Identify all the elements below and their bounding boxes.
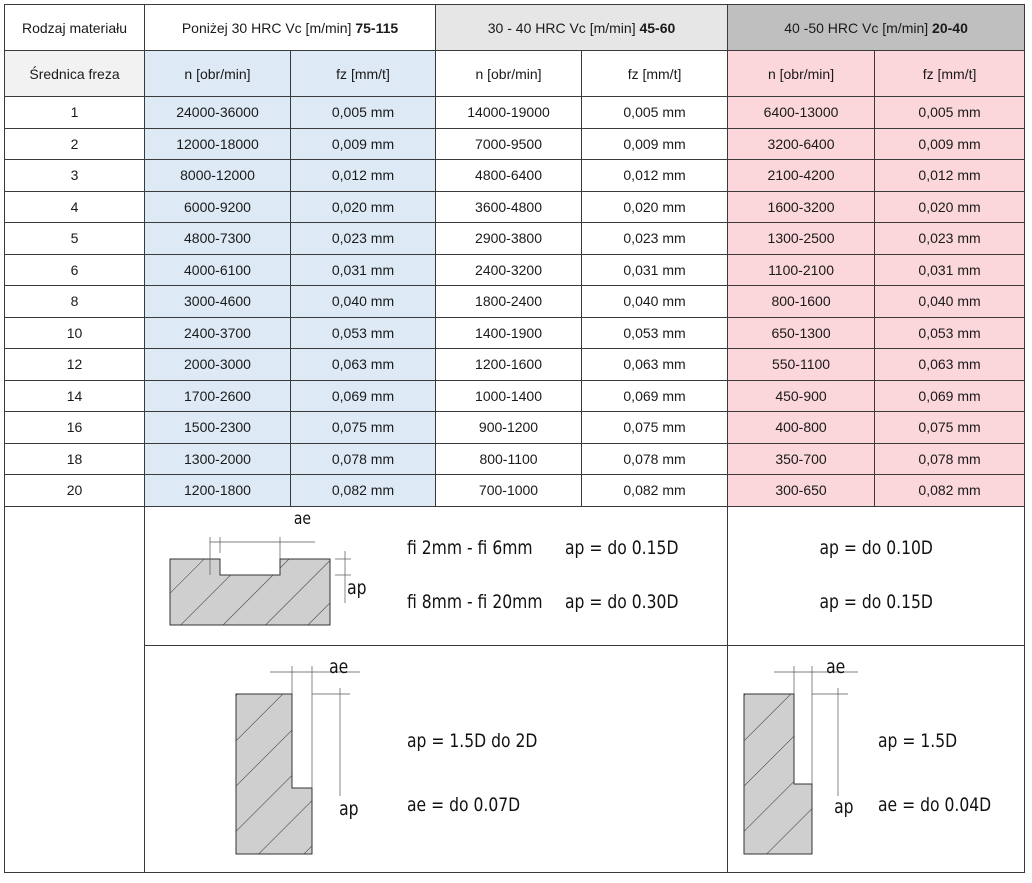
diameter-cell: 2 — [5, 128, 145, 160]
n-header-group2: n [obr/min] — [436, 51, 582, 97]
side-ap-label: ap — [339, 797, 359, 820]
feed-40-50hrc: 0,012 mm — [875, 160, 1025, 192]
table-row — [5, 254, 1025, 286]
side-hard-ap-label: ap — [834, 795, 854, 818]
speed-under-30hrc: 6000-9200 — [145, 191, 291, 223]
table-row — [5, 349, 1025, 381]
feed-30-40hrc: 0,075 mm — [582, 412, 728, 444]
slot-line1-value: ap = do 0.15D — [565, 536, 679, 559]
speed-40-50hrc: 1300-2500 — [728, 223, 875, 255]
fz-header-group3: fz [mm/t] — [875, 51, 1025, 97]
feed-40-50hrc: 0,031 mm — [875, 254, 1025, 286]
slot-diagram-cell — [145, 506, 728, 645]
fz-header-group2: fz [mm/t] — [582, 51, 728, 97]
diameter-cell: 4 — [5, 191, 145, 223]
speed-30-40hrc: 2400-3200 — [436, 254, 582, 286]
side-hard-ae-label: ae — [826, 655, 846, 678]
diameter-label: Średnica freza — [5, 51, 145, 97]
slot-hard-line1: ap = do 0.10D — [819, 536, 934, 559]
table-row — [5, 286, 1025, 318]
speed-40-50hrc: 550-1100 — [728, 349, 875, 381]
speed-under-30hrc: 1200-1800 — [145, 475, 291, 507]
speed-30-40hrc: 1000-1400 — [436, 380, 582, 412]
group-header-under-30hrc — [145, 5, 436, 51]
speed-30-40hrc: 1200-1600 — [436, 349, 582, 381]
feed-30-40hrc: 0,023 mm — [582, 223, 728, 255]
feed-40-50hrc: 0,078 mm — [875, 443, 1025, 475]
speed-30-40hrc: 14000-19000 — [436, 97, 582, 129]
table-row — [5, 128, 1025, 160]
feed-30-40hrc: 0,009 mm — [582, 128, 728, 160]
group-header-40-50hrc — [728, 5, 1025, 51]
table-row — [5, 160, 1025, 192]
diameter-cell: 8 — [5, 286, 145, 318]
feed-40-50hrc: 0,063 mm — [875, 349, 1025, 381]
diagram-row-label-blank — [5, 506, 145, 872]
side-ae-label: ae — [329, 655, 349, 678]
side-hard-line1: ap = 1.5D — [878, 729, 958, 752]
feed-under-30hrc: 0,012 mm — [291, 160, 436, 192]
speed-40-50hrc: 3200-6400 — [728, 128, 875, 160]
speed-under-30hrc: 4000-6100 — [145, 254, 291, 286]
side-line1: ap = 1.5D do 2D — [407, 729, 538, 752]
feed-under-30hrc: 0,009 mm — [291, 128, 436, 160]
feed-30-40hrc: 0,020 mm — [582, 191, 728, 223]
feed-30-40hrc: 0,069 mm — [582, 380, 728, 412]
diameter-cell: 3 — [5, 160, 145, 192]
feed-30-40hrc: 0,078 mm — [582, 443, 728, 475]
feed-under-30hrc: 0,075 mm — [291, 412, 436, 444]
diameter-cell: 10 — [5, 317, 145, 349]
milling-parameters-sheet — [4, 4, 1024, 879]
feed-30-40hrc: 0,005 mm — [582, 97, 728, 129]
slot-hard-line2: ap = do 0.15D — [819, 590, 934, 613]
speed-30-40hrc: 700-1000 — [436, 475, 582, 507]
speed-30-40hrc: 900-1200 — [436, 412, 582, 444]
speed-40-50hrc: 2100-4200 — [728, 160, 875, 192]
feed-40-50hrc: 0,040 mm — [875, 286, 1025, 318]
table-row — [5, 412, 1025, 444]
feed-30-40hrc: 0,031 mm — [582, 254, 728, 286]
speed-40-50hrc: 6400-13000 — [728, 97, 875, 129]
speed-under-30hrc: 8000-12000 — [145, 160, 291, 192]
speed-40-50hrc: 400-800 — [728, 412, 875, 444]
speed-40-50hrc: 450-900 — [728, 380, 875, 412]
speed-30-40hrc: 3600-4800 — [436, 191, 582, 223]
diameter-cell: 16 — [5, 412, 145, 444]
feed-under-30hrc: 0,069 mm — [291, 380, 436, 412]
slot-line2-value: ap = do 0.30D — [565, 590, 679, 613]
side-hard-material-cell — [728, 645, 1025, 872]
slot-line1-range: fi 2mm - fi 6mm — [407, 536, 533, 559]
speed-40-50hrc: 650-1300 — [728, 317, 875, 349]
diameter-cell: 12 — [5, 349, 145, 381]
speed-30-40hrc: 800-1100 — [436, 443, 582, 475]
group-header-30-40hrc — [436, 5, 728, 51]
side-milling-hard-icon — [738, 656, 868, 866]
speed-30-40hrc: 1800-2400 — [436, 286, 582, 318]
feed-40-50hrc: 0,023 mm — [875, 223, 1025, 255]
group3-range: 20-40 — [932, 19, 968, 36]
table-row — [5, 475, 1025, 507]
feed-40-50hrc: 0,005 mm — [875, 97, 1025, 129]
feed-30-40hrc: 0,082 mm — [582, 475, 728, 507]
speed-under-30hrc: 3000-4600 — [145, 286, 291, 318]
n-header-group3: n [obr/min] — [728, 51, 875, 97]
speed-under-30hrc: 1700-2600 — [145, 380, 291, 412]
table-row — [5, 317, 1025, 349]
feed-40-50hrc: 0,053 mm — [875, 317, 1025, 349]
speed-30-40hrc: 1400-1900 — [436, 317, 582, 349]
n-header-group1: n [obr/min] — [145, 51, 291, 97]
diameter-cell: 1 — [5, 97, 145, 129]
diameter-cell: 20 — [5, 475, 145, 507]
feed-under-30hrc: 0,023 mm — [291, 223, 436, 255]
header-row-columns — [5, 51, 1025, 97]
table-row — [5, 380, 1025, 412]
slot-line2-range: fi 8mm - fi 20mm — [407, 590, 543, 613]
table-row — [5, 443, 1025, 475]
feed-under-30hrc: 0,020 mm — [291, 191, 436, 223]
group2-prefix: 30 - 40 HRC Vc [m/min] — [487, 19, 640, 36]
speed-40-50hrc: 300-650 — [728, 475, 875, 507]
feed-under-30hrc: 0,078 mm — [291, 443, 436, 475]
feed-30-40hrc: 0,040 mm — [582, 286, 728, 318]
feed-40-50hrc: 0,020 mm — [875, 191, 1025, 223]
speed-under-30hrc: 2000-3000 — [145, 349, 291, 381]
speed-under-30hrc: 12000-18000 — [145, 128, 291, 160]
feed-under-30hrc: 0,031 mm — [291, 254, 436, 286]
speed-40-50hrc: 350-700 — [728, 443, 875, 475]
slot-milling-row — [5, 506, 1025, 645]
group1-range: 75-115 — [355, 19, 399, 36]
cutting-data-table — [4, 4, 1025, 873]
feed-30-40hrc: 0,053 mm — [582, 317, 728, 349]
diameter-cell: 14 — [5, 380, 145, 412]
feed-40-50hrc: 0,009 mm — [875, 128, 1025, 160]
table-row — [5, 97, 1025, 129]
slot-hard-material-cell — [728, 506, 1025, 645]
speed-under-30hrc: 1300-2000 — [145, 443, 291, 475]
speed-30-40hrc: 7000-9500 — [436, 128, 582, 160]
feed-under-30hrc: 0,063 mm — [291, 349, 436, 381]
feed-40-50hrc: 0,069 mm — [875, 380, 1025, 412]
diameter-cell: 18 — [5, 443, 145, 475]
speed-30-40hrc: 2900-3800 — [436, 223, 582, 255]
feed-30-40hrc: 0,012 mm — [582, 160, 728, 192]
feed-40-50hrc: 0,075 mm — [875, 412, 1025, 444]
diameter-cell: 5 — [5, 223, 145, 255]
speed-under-30hrc: 2400-3700 — [145, 317, 291, 349]
feed-under-30hrc: 0,005 mm — [291, 97, 436, 129]
table-row — [5, 223, 1025, 255]
speed-40-50hrc: 1600-3200 — [728, 191, 875, 223]
speed-under-30hrc: 1500-2300 — [145, 412, 291, 444]
side-diagram-cell — [145, 645, 728, 872]
speed-40-50hrc: 800-1600 — [728, 286, 875, 318]
side-milling-row — [5, 645, 1025, 872]
side-milling-icon — [230, 656, 370, 866]
table-row — [5, 191, 1025, 223]
feed-40-50hrc: 0,082 mm — [875, 475, 1025, 507]
feed-under-30hrc: 0,040 mm — [291, 286, 436, 318]
feed-under-30hrc: 0,053 mm — [291, 317, 436, 349]
slot-ap-label: ap — [347, 576, 367, 599]
slot-milling-icon — [165, 513, 375, 641]
diameter-cell: 6 — [5, 254, 145, 286]
material-label: Rodzaj materiału — [5, 5, 145, 51]
speed-under-30hrc: 24000-36000 — [145, 97, 291, 129]
side-hard-line2: ae = do 0.04D — [878, 793, 992, 816]
speed-40-50hrc: 1100-2100 — [728, 254, 875, 286]
feed-30-40hrc: 0,063 mm — [582, 349, 728, 381]
speed-30-40hrc: 4800-6400 — [436, 160, 582, 192]
slot-ae-label: ae — [293, 508, 312, 529]
group1-prefix: Poniżej 30 HRC Vc [m/min] — [181, 19, 356, 36]
speed-under-30hrc: 4800-7300 — [145, 223, 291, 255]
fz-header-group1: fz [mm/t] — [291, 51, 436, 97]
header-row-groups — [5, 5, 1025, 51]
group3-prefix: 40 -50 HRC Vc [m/min] — [784, 19, 933, 36]
feed-under-30hrc: 0,082 mm — [291, 475, 436, 507]
side-line2: ae = do 0.07D — [407, 793, 521, 816]
group2-range: 45-60 — [639, 19, 676, 36]
